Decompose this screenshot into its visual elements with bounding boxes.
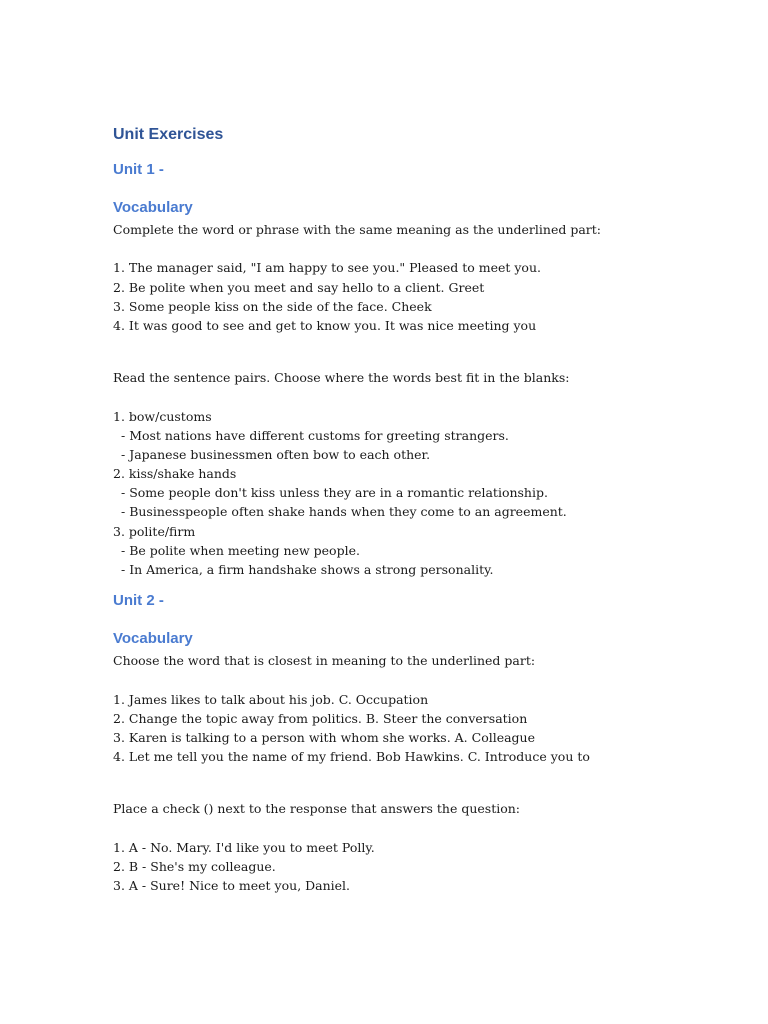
spacer xyxy=(113,239,733,258)
unit-2-response: 1. A - No. Mary. I'd like you to meet Polly. xyxy=(113,839,375,855)
pair-label: 2. kiss/shake hands xyxy=(113,466,237,482)
unit-2-item: 1. James likes to talk about his job. C. Occupation xyxy=(113,691,429,707)
unit-1-item: 4. It was good to see and get to know you. It was nice meeting you xyxy=(113,317,537,333)
spacer xyxy=(113,766,733,799)
unit-2-response: 2. B - She's my colleague. xyxy=(113,858,276,874)
pair-sentence: - Some people don't kiss unless they are in a romantic relationship. xyxy=(121,485,548,501)
document-title: Unit Exercises xyxy=(113,126,224,143)
unit-1-item: 3. Some people kiss on the side of the face. Cheek xyxy=(113,298,432,314)
pair-sentence: - Japanese businessmen often bow to each other. xyxy=(121,446,431,462)
pair-sentence: - Businesspeople often shake hands when they come to an agreement. xyxy=(121,504,567,520)
pair-sentence: - Be polite when meeting new people. xyxy=(121,542,360,558)
pair-label: 3. polite/firm xyxy=(113,523,196,539)
unit-1-instruction-1: Complete the word or phrase with the same meaning as the underlined part: xyxy=(113,222,601,237)
unit-1-vocabulary-heading: Vocabulary xyxy=(113,199,193,216)
unit-1-item: 1. The manager said, "I am happy to see you." Pleased to meet you. xyxy=(113,260,541,276)
unit-2-instruction-2: Place a check () next to the response that answers the question: xyxy=(113,801,521,817)
spacer xyxy=(113,819,733,838)
unit-1-item: 2. Be polite when you meet and say hello to a client. Greet xyxy=(113,279,485,295)
unit-2-instruction-1: Choose the word that is closest in meaning to the underlined part: xyxy=(113,653,536,669)
unit-1-title: Unit 1 - xyxy=(113,161,164,178)
unit-2-item: 3. Karen is talking to a person with whom she works. A. Colleague xyxy=(113,729,536,745)
pair-label: 1. bow/customs xyxy=(113,408,212,424)
unit-2-item: 4. Let me tell you the name of my friend. Bob Hawkins. C. Introduce you to xyxy=(113,749,590,765)
document-page xyxy=(113,122,733,895)
spacer xyxy=(113,387,733,406)
unit-2-item: 2. Change the topic away from politics. B. Steer the conversation xyxy=(113,710,528,726)
pair-sentence: - In America, a firm handshake shows a strong personality. xyxy=(121,562,494,577)
unit-2-response: 3. A - Sure! Nice to meet you, Daniel. xyxy=(113,878,351,894)
unit-2-vocabulary-heading: Vocabulary xyxy=(113,630,193,648)
pair-sentence: - Most nations have different customs for greeting strangers. xyxy=(121,427,509,443)
spacer xyxy=(113,670,733,689)
unit-1-instruction-2: Read the sentence pairs. Choose where the words best fit in the blanks: xyxy=(113,370,570,386)
unit-2-title: Unit 2 - xyxy=(113,592,164,610)
spacer xyxy=(113,335,733,368)
